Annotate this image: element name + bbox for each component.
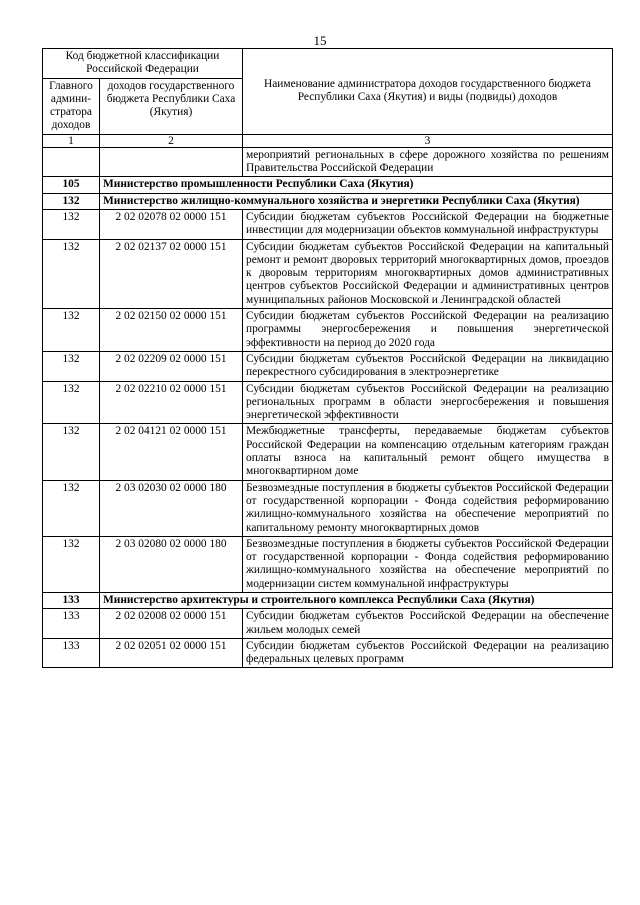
admin-code: 132 bbox=[43, 351, 100, 381]
income-code: 2 02 02008 02 0000 151 bbox=[100, 609, 243, 639]
header-col2: доходов государственного бюджета Республики Саха (Якутия) bbox=[100, 78, 243, 134]
table-row bbox=[43, 424, 613, 480]
income-code: 2 02 02150 02 0000 151 bbox=[100, 309, 243, 352]
income-description: Субсидии бюджетам субъектов Российской Федерации на бюджетные инвестиции для модернизации объектов коммунальной инфраструктуры bbox=[243, 209, 613, 239]
income-description: Субсидии бюджетам субъектов Российской Федерации на обеспечение жильем молодых семей bbox=[243, 609, 613, 639]
header-col3: Наименование администратора доходов государственного бюджета Республики Саха (Якутия) и виды (подвиды) доходов bbox=[243, 49, 613, 135]
income-code: 2 02 02078 02 0000 151 bbox=[100, 209, 243, 239]
department-row bbox=[43, 193, 613, 209]
admin-code: 105 bbox=[43, 177, 100, 193]
admin-code: 132 bbox=[43, 536, 100, 592]
table-row bbox=[43, 209, 613, 239]
income-code: 2 02 02210 02 0000 151 bbox=[100, 381, 243, 424]
department-name: Министерство промышленности Республики Саха (Якутия) bbox=[100, 177, 613, 193]
header-num-3: 3 bbox=[243, 134, 613, 147]
income-code: 2 02 04121 02 0000 151 bbox=[100, 424, 243, 480]
table-row bbox=[43, 309, 613, 352]
table-row bbox=[43, 609, 613, 639]
header-num-1: 1 bbox=[43, 134, 100, 147]
income-description: Межбюджетные трансферты, передаваемые бюджетам субъектов Российской Федерации на компенсацию отдельным категориям граждан оплаты взноса на капитальный ремонт общего имущества в многоквартирном доме bbox=[243, 424, 613, 480]
header-number-row bbox=[43, 134, 613, 147]
admin-code: 133 bbox=[43, 609, 100, 639]
table-row bbox=[43, 480, 613, 536]
admin-code: 132 bbox=[43, 193, 100, 209]
admin-code: 132 bbox=[43, 381, 100, 424]
table-row bbox=[43, 381, 613, 424]
income-description: Субсидии бюджетам субъектов Российской Федерации на реализацию федеральных целевых программ bbox=[243, 638, 613, 668]
income-code: 2 02 02051 02 0000 151 bbox=[100, 638, 243, 668]
header-num-2: 2 bbox=[100, 134, 243, 147]
income-description: Безвозмездные поступления в бюджеты субъектов Российской Федерации от государственной корпорации - Фонда содействия реформированию жилищно-коммунального хозяйства на обеспечение мероприятий по модернизации систем коммунальной инфраструктуры bbox=[243, 536, 613, 592]
income-description: Субсидии бюджетам субъектов Российской Федерации на капитальный ремонт и ремонт дворовых территорий многоквартирных домов, проездов к дворовым территориям многоквартирных домов административных центров субъектов Российской Федерации и административных центров муниципальных районов Московской и Ленинградской областей bbox=[243, 239, 613, 308]
income-description: Субсидии бюджетам субъектов Российской Федерации на реализацию региональных программ в области энергосбережения и повышения энергетической эффективности bbox=[243, 381, 613, 424]
income-code: 2 03 02080 02 0000 180 bbox=[100, 536, 243, 592]
header-code-group: Код бюджетной классификации Российской Федерации bbox=[43, 49, 243, 79]
table-row bbox=[43, 239, 613, 308]
table-row bbox=[43, 351, 613, 381]
admin-code: 132 bbox=[43, 239, 100, 308]
department-row bbox=[43, 177, 613, 193]
income-description: Безвозмездные поступления в бюджеты субъектов Российской Федерации от государственной корпорации - Фонда содействия реформированию жилищно-коммунального хозяйства на обеспечение мероприятий по капитальному ремонту многоквартирных домов bbox=[243, 480, 613, 536]
admin-code: 132 bbox=[43, 424, 100, 480]
table-row bbox=[43, 638, 613, 668]
income-description: Субсидии бюджетам субъектов Российской Федерации на реализацию программы энергосбережения и повышения энергетической эффективности на период до 2020 года bbox=[243, 309, 613, 352]
department-name: Министерство архитектуры и строительного комплекса Республики Саха (Якутия) bbox=[100, 592, 613, 608]
continuation-text: мероприятий региональных в сфере дорожного хозяйства по решениям Правительства Российской Федерации bbox=[243, 147, 613, 177]
header-col1: Главного админи-стратора доходов bbox=[43, 78, 100, 134]
admin-code: 132 bbox=[43, 480, 100, 536]
income-code: 2 03 02030 02 0000 180 bbox=[100, 480, 243, 536]
continuation-row bbox=[43, 147, 613, 177]
admin-code: 132 bbox=[43, 209, 100, 239]
table-row bbox=[43, 536, 613, 592]
income-code: 2 02 02137 02 0000 151 bbox=[100, 239, 243, 308]
department-name: Министерство жилищно-коммунального хозяйства и энергетики Республики Саха (Якутия) bbox=[100, 193, 613, 209]
department-row bbox=[43, 592, 613, 608]
page-number: 15 bbox=[313, 33, 327, 48]
budget-classification-table bbox=[42, 48, 613, 668]
admin-code: 133 bbox=[43, 638, 100, 668]
admin-code: 133 bbox=[43, 592, 100, 608]
admin-code: 132 bbox=[43, 309, 100, 352]
income-description: Субсидии бюджетам субъектов Российской Федерации на ликвидацию перекрестного субсидирования в электроэнергетике bbox=[243, 351, 613, 381]
header-row-group bbox=[43, 49, 613, 79]
income-code: 2 02 02209 02 0000 151 bbox=[100, 351, 243, 381]
